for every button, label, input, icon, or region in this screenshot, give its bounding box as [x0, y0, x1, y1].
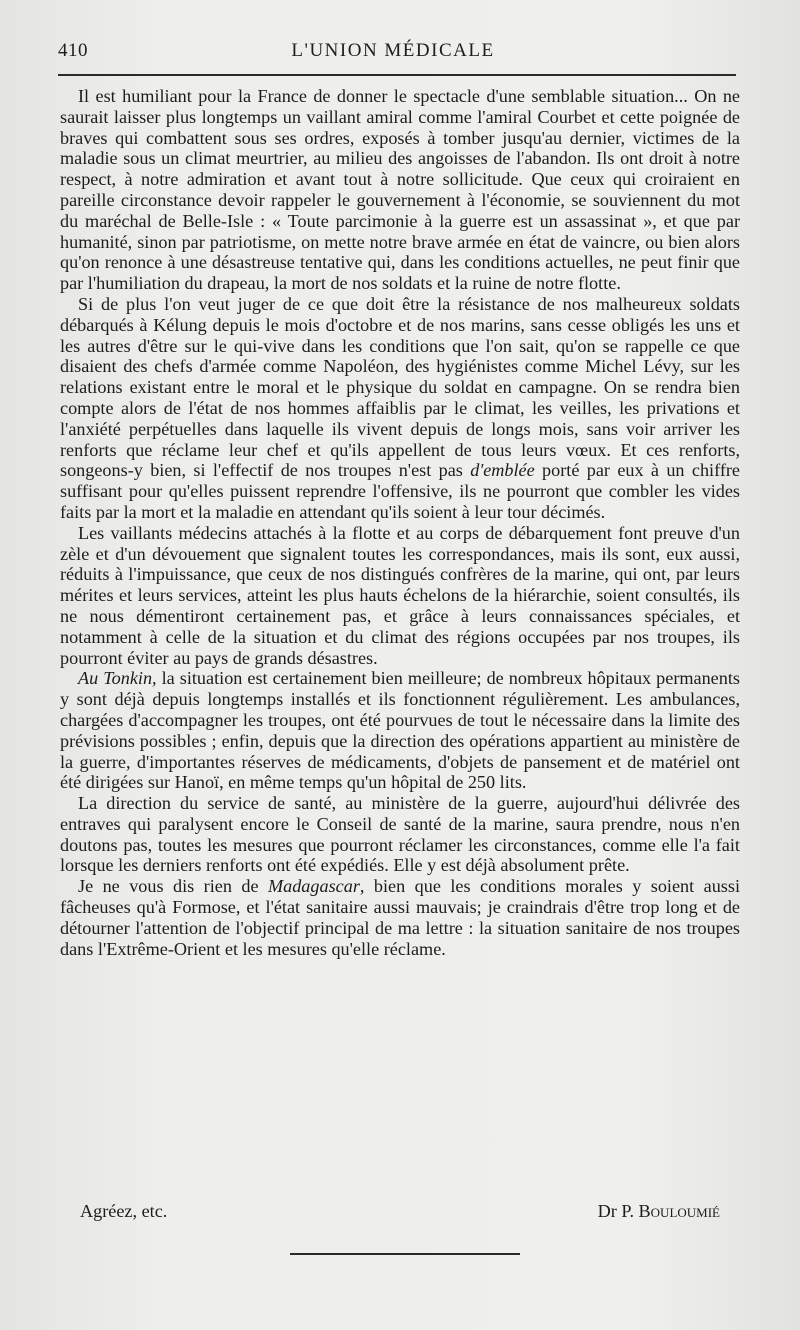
journal-title: L'UNION MÉDICALE [291, 40, 495, 61]
paragraph-6-text-a: Je ne vous dis rien de [78, 876, 268, 897]
paragraph-4-text: la situation est certainement bien meilleure; de nombreux hôpitaux permanents y sont déjà depuis longtemps installés et ils fonctionnent régulièrement. Les ambulances, chargées d'accompagner les troupes, ont été pourvues de tout le nécessaire dans la limite des prévisions possibles ; enfin, depuis que la direction des opérations appartient au ministère de la guerre, d'importantes réserves de médicaments, d'objets de pansement et de matériel ont été dirigées sur Hanoï, en même temps qu'un hôpital de 250 lits. [60, 668, 740, 793]
paragraph-3: Les vaillants médecins attachés à la flotte et au corps de débarquement font preuve d'un zèle et d'un dévouement que signalent toutes les correspondances, mais ils sont, eux aussi, réduits à l'impuissance, que ceux de nos distingués confrères de la marine, qui ont, par leurs mérites et leurs services, atteint les plus hauts échelons de la hiérarchie, soient consultés, ils ne nous démentiront certainement pas, et grâce à leurs connaissances spéciales, et notamment à celle de la situation et du climat des régions occupées par nos troupes, ils pourront éviter au pays de grands désastres. [60, 522, 740, 668]
paragraph-2-italic: d'emblée [470, 460, 535, 481]
paragraph-4 [60, 668, 740, 793]
paragraph-6 [60, 876, 740, 959]
paragraph-2-text-b: porté par eux à un chiffre suffisant pour qu'elles puissent reprendre l'offensive, ils ne pourront que combler les vides faits par la mort et la maladie en attendant qu'ils soient à leur tour décimés. [60, 460, 741, 522]
paragraph-5: La direction du service de santé, au ministère de la guerre, aujourd'hui délivrée des entraves qui paralysent encore le Conseil de santé de la marine, saura prendre, nous n'en doutons pas, toutes les mesures que pourront réclamer les circonstances, comme elle l'a fait lorsque les derniers renforts ont été expédiés. Elle y est déjà absolument prête. [60, 793, 740, 876]
signature-name: P. Bouloumié [621, 1201, 720, 1221]
paragraph-2-text-a: Si de plus l'on veut juger de ce que doit être la résistance de nos malheureux soldats débarqués à Kélung depuis le mois d'octobre et de nos marins, sans cesse obligés les uns et les autres d'être sur le qui-vive dans les conditions que l'on sait, qu'on se rappelle ce que disaient des chefs d'armée comme Napoléon, des hygiénistes comme Michel Lévy, sur les relations existant entre le moral et le physique du soldat en campagne. On se rendra bien compte alors de l'état de nos hommes affaiblis par le climat, les veilles, les privations et l'anxiété perpétuelles dans laquelle ils vivent depuis de longs mois, sans voir arriver les renforts que réclame leur chef et qu'ils appellent de tous leurs vœux. Et ces renforts, songeons-y bien, si l'effectif de nos troupes n'est pas [60, 293, 740, 481]
paragraph-4-italic: Au Tonkin, [78, 668, 157, 689]
paragraph-6-text-b: , bien que les conditions morales y soient aussi fâcheuses qu'à Formose, et l'état sanitaire aussi mauvais; je craindrais d'être trop long et de détourner l'attention de l'objectif principal de ma lettre : la situation sanitaire de nos troupes dans l'Extrême-Orient et les mesures qu'elle réclame. [60, 876, 741, 959]
signature [598, 1201, 720, 1222]
page-number: 410 [58, 40, 88, 61]
running-head [58, 40, 728, 70]
paragraph-1: Il est humiliant pour la France de donner le spectacle d'une semblable situation... On ne saurait laisser plus longtemps un vaillant amiral comme l'amiral Courbet et cette poignée de braves qui combattent sous ses ordres, exposés à tomber jusqu'au dernier, victimes de la maladie sous un climat meurtrier, au milieu des angoisses de l'abandon. Ils ont droit à notre respect, à notre admiration et avant tout à notre sollicitude. Que ceux qui croiraient en pareille circonstance devoir rappeler le gouvernement à l'économie, se souviennent du mot du maréchal de Belle-Isle : « Toute parcimonie à la guerre est un assassinat », et que par humanité, sinon par patriotisme, on mette notre brave armée en état de vaincre, ou bien alors qu'on renonce à une désastreuse tentative qui, dans les conditions actuelles, ne peut finir que par l'humiliation du drapeau, la mort de nos soldats et la ruine de notre flotte. [60, 86, 740, 294]
header-rule [58, 74, 736, 76]
article-body [60, 86, 740, 959]
signature-title: Dr [597, 1201, 617, 1221]
end-rule [290, 1253, 520, 1255]
closing [80, 1201, 720, 1225]
salutation: Agréez, etc. [80, 1201, 168, 1221]
paragraph-6-italic: Madagascar [267, 876, 360, 897]
paragraph-2 [60, 294, 740, 523]
